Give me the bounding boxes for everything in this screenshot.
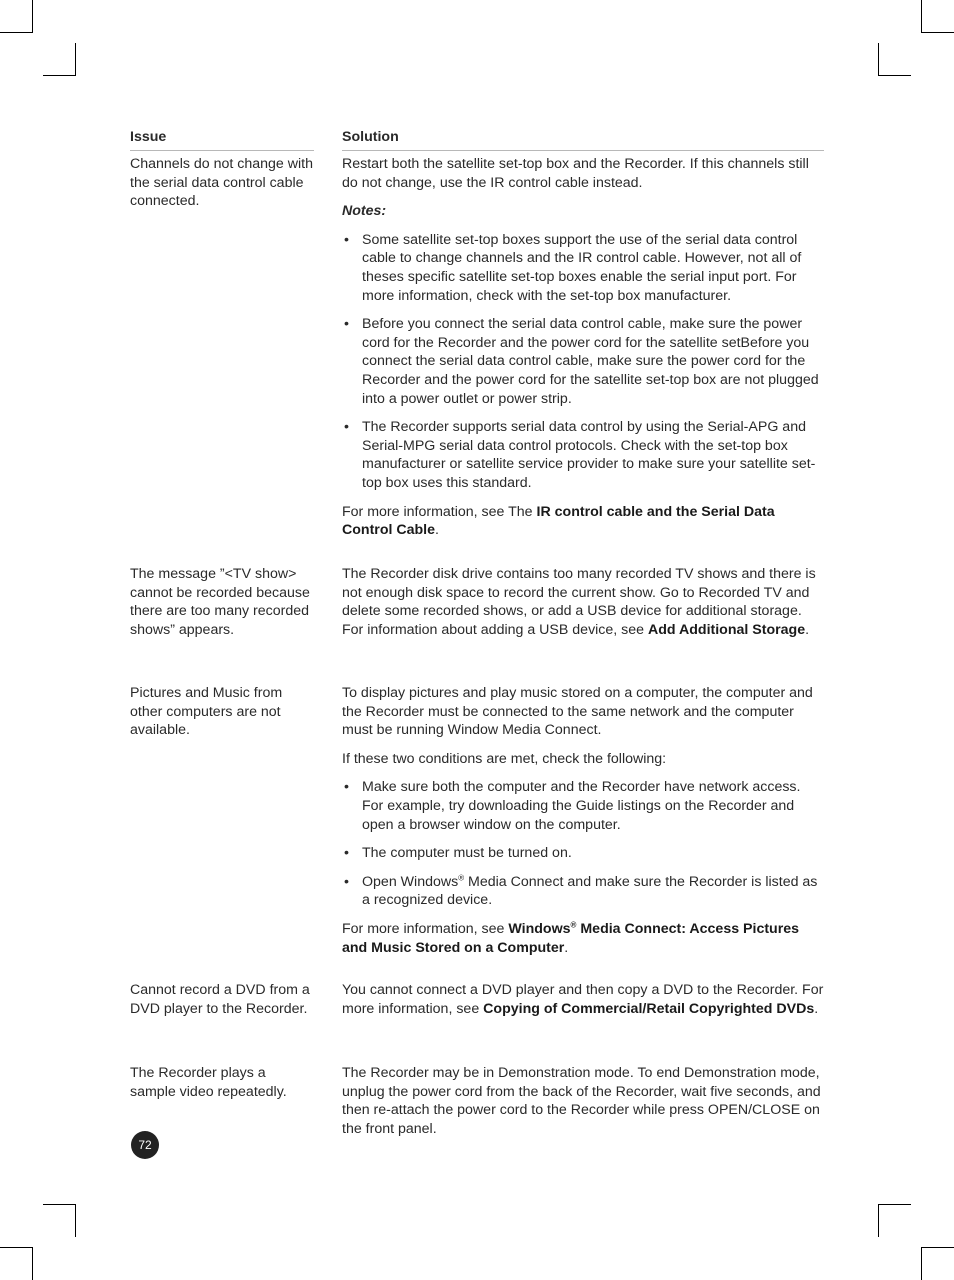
reference-copying-dvds: Copying of Commercial/Retail Copyrighted DVDs xyxy=(483,1000,815,1017)
list-item: • Make sure both the computer and the Recorder have network access. For example, try downloading the Guide listings on the Recorder and open a browser window on the computer. xyxy=(342,778,824,834)
crop-mark xyxy=(921,32,954,33)
reference-media-connect: Windows® Media Connect: Access Pictures and Music Stored on a Computer xyxy=(342,920,800,956)
reference-add-storage: Add Additional Storage xyxy=(648,621,806,638)
crop-mark xyxy=(0,32,33,33)
issue-sample-video: The Recorder plays a sample video repeatedly. xyxy=(130,1065,287,1100)
solution-too-many-shows: The Recorder disk drive contains too many recorded TV shows and there is not enough disk space to record the current show. Go to Recorded TV and delete some recorded shows, or add a USB device for additional storage. For information about adding a USB device, see Add Additional Storage. xyxy=(342,566,816,638)
crop-mark xyxy=(43,75,76,76)
crop-mark xyxy=(878,43,879,76)
list-item: • Some satellite set-top boxes support the use of the serial data control cable to change channels and the IR control cable. However, not all of theses specific satellite set-top boxes enable the serial input port. For more information, check with the set-top box manufacturer. xyxy=(342,231,824,305)
solution-paragraph: To display pictures and play music stored on a computer, the computer and the Recorder must be connected to the same network and the computer must be running Window Media Connect. xyxy=(342,685,813,739)
more-info: For more information, see The IR control cable and the Serial Data Control Cable. xyxy=(342,503,775,539)
reference-ir-cable: IR control cable and the Serial Data Control Cable xyxy=(342,503,775,539)
crop-mark xyxy=(921,1247,922,1280)
header-divider xyxy=(130,150,314,151)
crop-mark xyxy=(878,1204,911,1205)
issue-column-header: Issue xyxy=(130,129,167,145)
crop-mark xyxy=(43,1204,76,1205)
crop-mark xyxy=(32,1247,33,1280)
crop-mark xyxy=(75,43,76,76)
crop-mark xyxy=(878,1204,879,1237)
header-divider xyxy=(342,150,824,151)
crop-mark xyxy=(921,1247,954,1248)
issue-too-many-shows: The message ”<TV show> cannot be recorded because there are too many recorded shows” appears. xyxy=(130,566,310,638)
list-item: • The computer must be turned on. xyxy=(342,844,824,863)
check-list xyxy=(342,778,824,910)
notes-list xyxy=(342,231,824,493)
more-info: For more information, see Windows® Media Connect: Access Pictures and Music Stored on a Computer. xyxy=(342,920,800,956)
crop-mark xyxy=(0,1247,33,1248)
solution-sample-video: The Recorder may be in Demonstration mode. To end Demonstration mode, unplug the power cord from the back of the Recorder, wait five seconds, and then re-attach the power cord to the Recorder while press OPEN/CLOSE on the front panel. xyxy=(342,1065,821,1137)
solution-pictures-music xyxy=(342,684,824,967)
issue-channels: Channels do not change with the serial data control cable connected. xyxy=(130,156,313,210)
list-item: • The Recorder supports serial data control by using the Serial-APG and Serial-MPG serial data control protocols. Check with the set-top box manufacturer or satellite service provider to make sure your satellite set-top box uses this standard. xyxy=(342,418,824,492)
solution-channels xyxy=(342,155,824,550)
crop-mark xyxy=(75,1204,76,1237)
solution-record-dvd: You cannot connect a DVD player and then copy a DVD to the Recorder. For more information, see Copying of Commercial/Retail Copyrighted DVDs. xyxy=(342,982,824,1017)
solution-paragraph: If these two conditions are met, check the following: xyxy=(342,750,667,767)
crop-mark xyxy=(32,0,33,33)
issue-record-dvd: Cannot record a DVD from a DVD player to the Recorder. xyxy=(130,982,310,1017)
list-item: • Before you connect the serial data control cable, make sure the power cord for the Recorder and the power cord for the satellite setBefore you connect the serial data control cable, make sure the power cord for the Recorder and the power cord for the satellite set-top box are not plugged into a power outlet or power strip. xyxy=(342,315,824,408)
issue-pictures-music: Pictures and Music from other computers are not available. xyxy=(130,685,283,739)
solution-paragraph: Restart both the satellite set-top box and the Recorder. If this channels still do not change, use the IR control cable instead. xyxy=(342,156,809,191)
crop-mark xyxy=(878,75,911,76)
page-number: 72 xyxy=(131,1131,159,1159)
crop-mark xyxy=(921,0,922,33)
solution-column-header: Solution xyxy=(342,129,399,145)
list-item: • Open Windows® Media Connect and make sure the Recorder is listed as a recognized device. xyxy=(342,873,824,910)
notes-label: Notes: xyxy=(342,203,387,220)
